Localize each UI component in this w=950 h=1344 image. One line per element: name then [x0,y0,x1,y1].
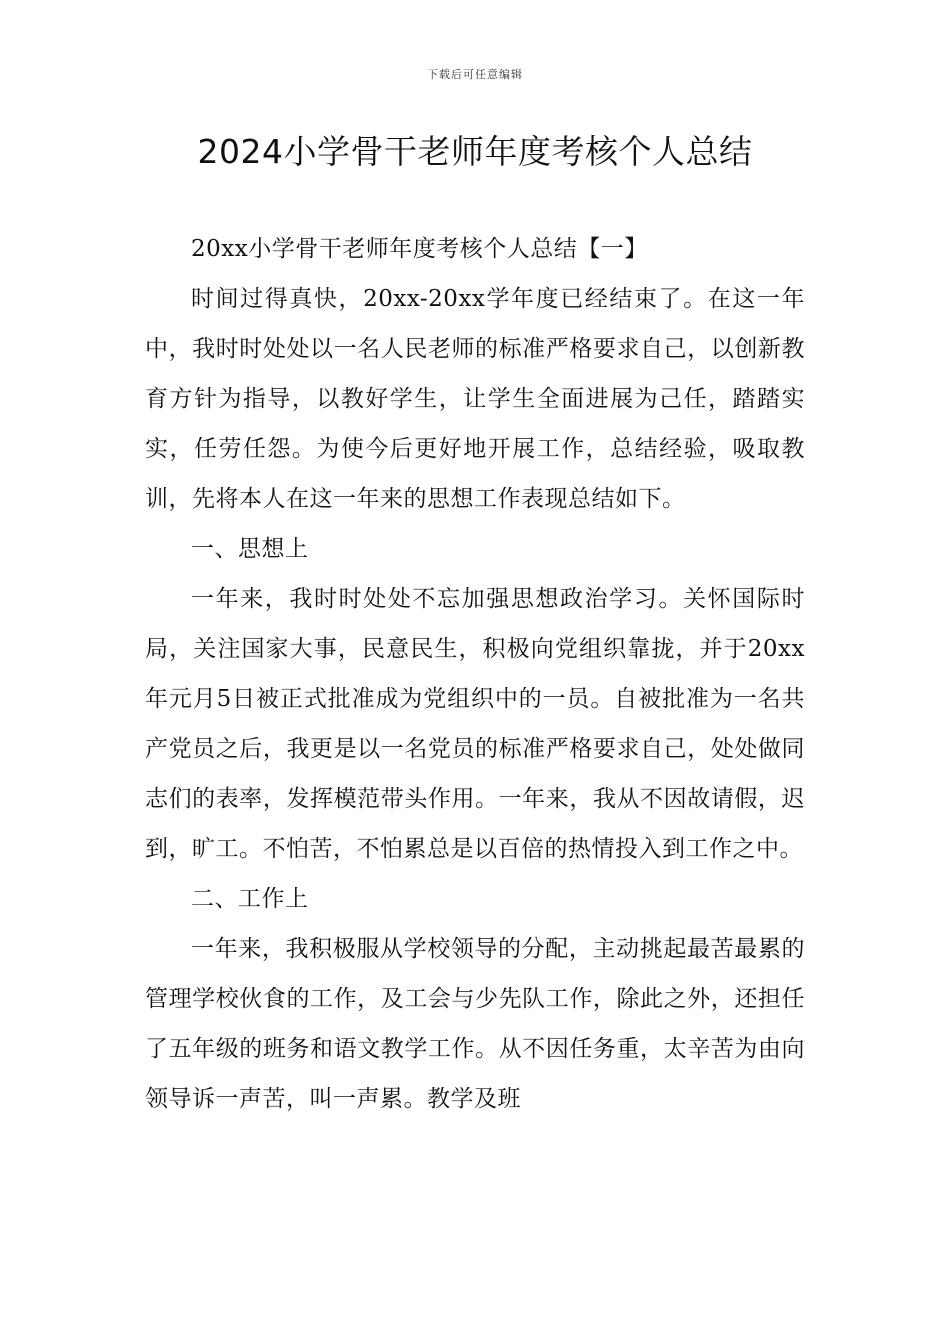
intro-paragraph: 时间过得真快，20xx-20xx学年度已经结束了。在这一年中，我时时处处以一名人民老师的标准严格要求自己，以创新教育方针为指导，以教好学生，让学生全面进展为己任，踏踏实实，任劳任怨。为使今后更好地开展工作，总结经验，吸取教训，先将本人在这一年来的思想工作表现总结如下。 [145,286,805,512]
section-heading-work: 二、工作上 [191,886,309,912]
document-body [145,224,805,1124]
section-heading-thought: 一、思想上 [191,536,309,562]
section-heading-part-one: 20xx小学骨干老师年度考核个人总结【一】 [191,236,648,262]
work-paragraph: 一年来，我积极服从学校领导的分配，主动挑起最苦最累的管理学校伙食的工作，及工会与少先队工作，除此之外，还担任了五年级的班务和语文教学工作。从不因任务重，太辛苦为由向领导诉一声苦，叫一声累。教学及班 [145,936,805,1112]
thought-paragraph: 一年来，我时时处处不忘加强思想政治学习。关怀国际时局，关注国家大事，民意民生，积极向党组织靠拢，并于20xx年元月5日被正式批准成为党组织中的一员。自被批准为一名共产党员之后，我更是以一名党员的标准严格要求自己，处处做同志们的表率，发挥模范带头作用。一年来，我从不因故请假，迟到，旷工。不怕苦，不怕累总是以百倍的热情投入到工作之中。 [145,586,805,862]
document-title: 2024小学骨干老师年度考核个人总结 [197,132,753,171]
header-note: 下载后可任意编辑 [427,68,523,81]
